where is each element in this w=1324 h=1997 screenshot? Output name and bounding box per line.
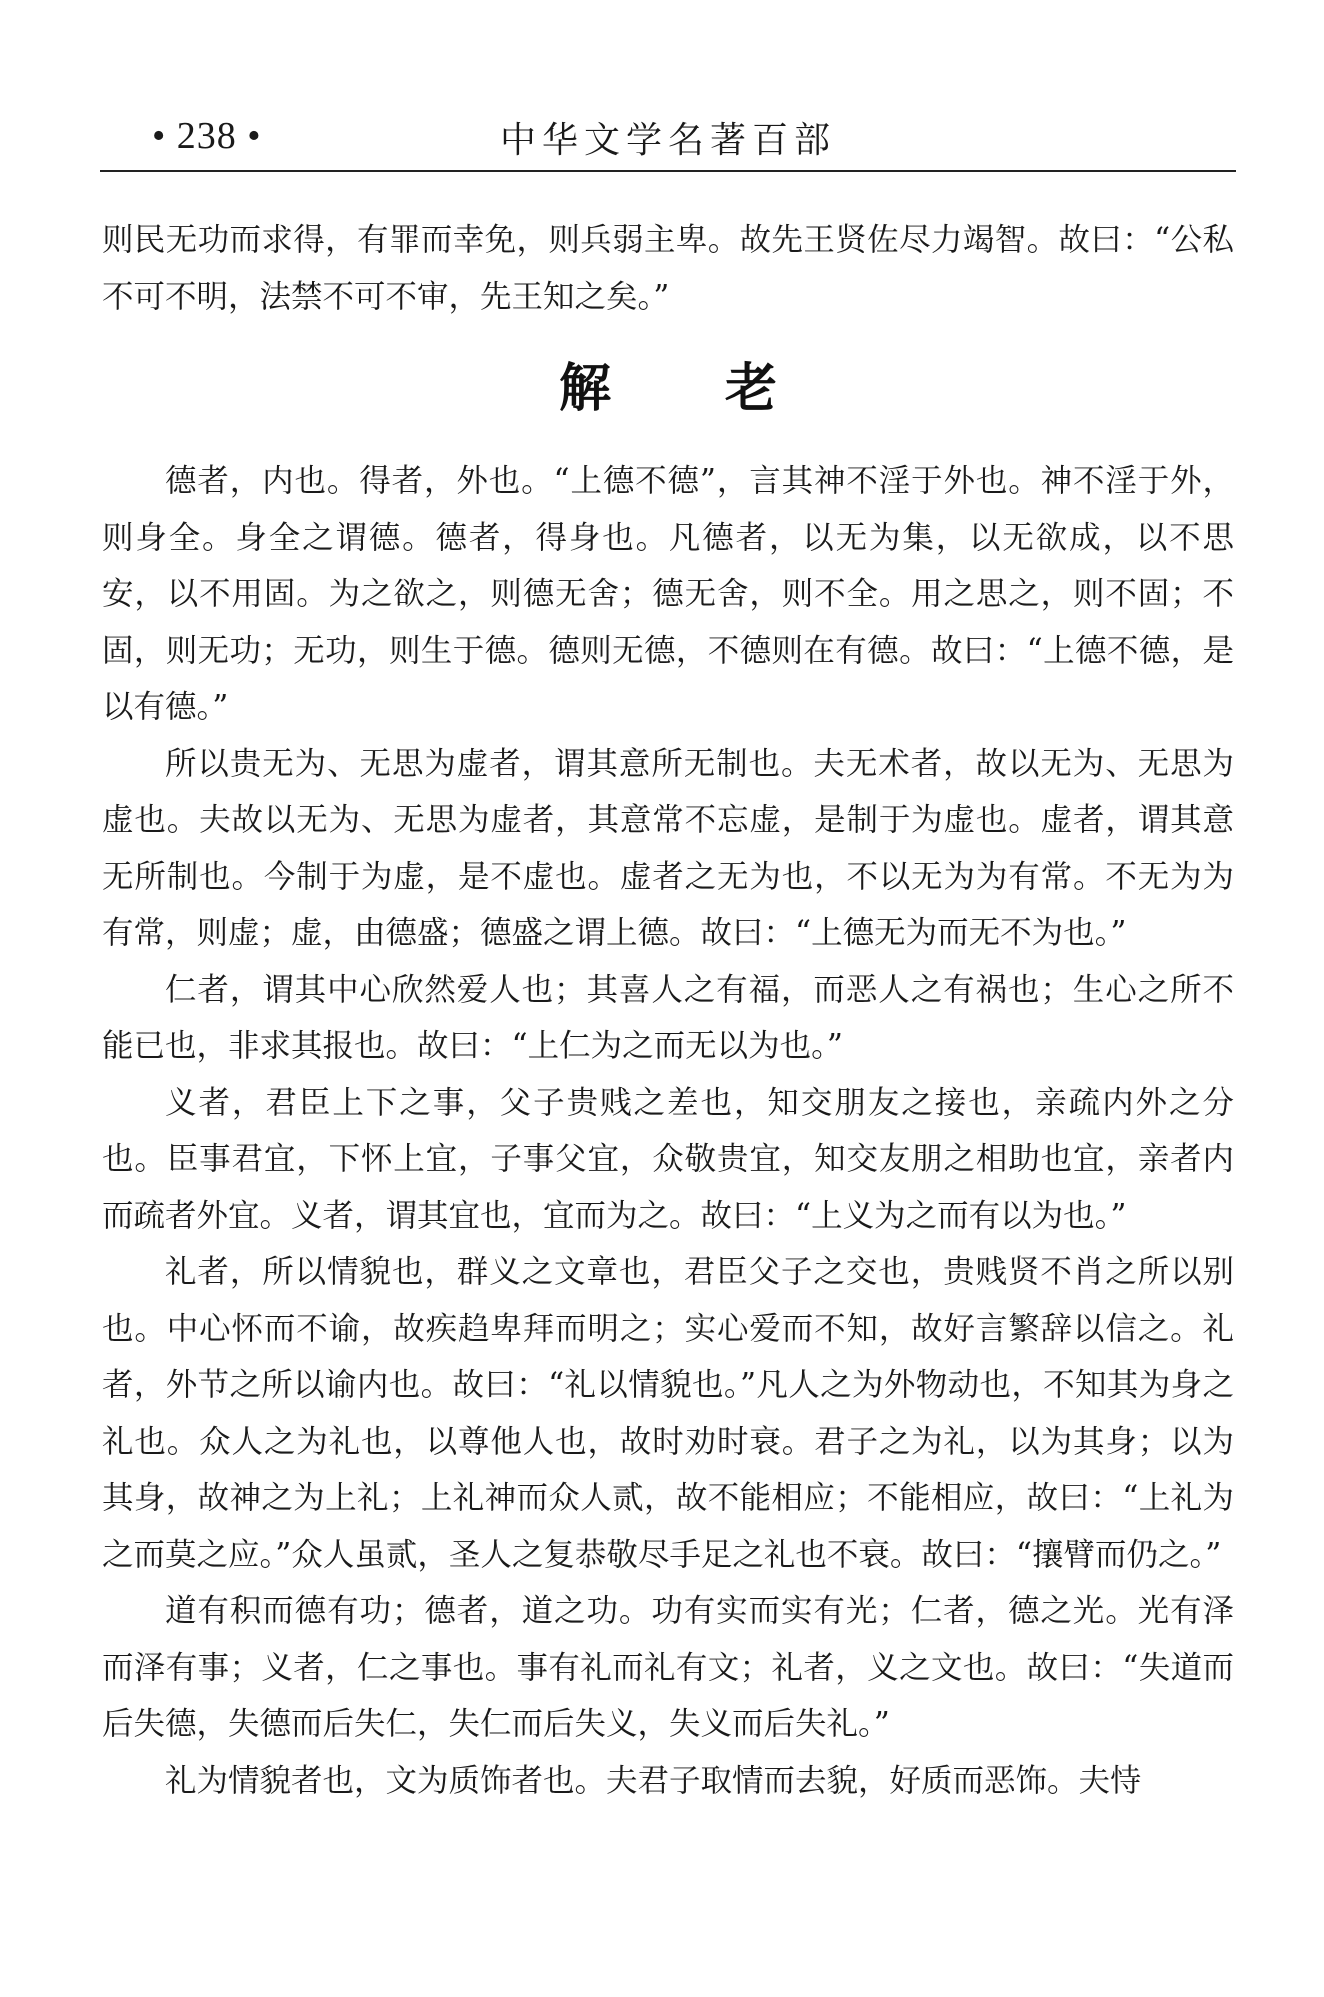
- page-header: [100, 108, 1236, 170]
- page-number: • 238 •: [152, 115, 262, 157]
- paragraph: 礼者，所以情貌也，群义之文章也，君臣父子之交也，贵贱贤不肖之所以别也。中心怀而不谕，故疾趋卑拜而明之；实心爱而不知，故好言繁辞以信之。礼者，外节之所以谕内也。故曰：“礼以情貌也。”凡人之为外物动也，不知其为身之礼也。众人之为礼也，以尊他人也，故时劝时衰。君子之为礼，以为其身；以为其身，故神之为上礼；上礼神而众人贰，故不能相应；不能相应，故曰：“上礼为之而莫之应。”众人虽贰，圣人之复恭敬尽手足之礼也不衰。故曰：“攘臂而仍之。”: [102, 1254, 1234, 1573]
- paragraph: 所以贵无为、无思为虚者，谓其意所无制也。夫无术者，故以无为、无思为虚也。夫故以无为、无思为虚者，其意常不忘虚，是制于为虚也。虚者，谓其意无所制也。今制于为虚，是不虚也。虚者之无为也，不以无为为有常。不无为为有常，则虚；虚，由德盛；德盛之谓上德。故曰：“上德无为而无不为也。”: [102, 745, 1234, 951]
- book-title: 中华文学名著百部: [499, 120, 836, 161]
- paragraph: 仁者，谓其中心欣然爱人也；其喜人之有福，而恶人之有祸也；生心之所不能已也，非求其报也。故曰：“上仁为之而无以为也。”: [102, 971, 1234, 1064]
- paragraph: 义者，君臣上下之事，父子贵贱之差也，知交朋友之接也，亲疏内外之分也。臣事君宜，下怀上宜，子事父宜，众敬贵宜，知交友朋之相助也宜，亲者内而疏者外宜。义者，谓其宜也，宜而为之。故曰：“上义为之而有以为也。”: [102, 1084, 1234, 1234]
- paragraph: 德者，内也。得者，外也。“上德不德”，言其神不淫于外也。神不淫于外，则身全。身全之谓德。德者，得身也。凡德者，以无为集，以无欲成，以不思安，以不用固。为之欲之，则德无舍；德无舍，则不全。用之思之，则不固；不固，则无功；无功，则生于德。德则无德，不德则在有德。故曰：“上德不德，是以有德。”: [102, 463, 1234, 725]
- header-rule: [100, 170, 1236, 172]
- section-title: 解 老: [558, 359, 826, 419]
- paragraph: 道有积而德有功；德者，道之功。功有实而实有光；仁者，德之光。光有泽而泽有事；义者，仁之事也。事有礼而礼有文；礼者，义之文也。故曰：“失道而后失德，失德而后失仁，失仁而后失义，失义而后失礼。”: [102, 1593, 1234, 1742]
- intro-paragraph: 则民无功而求得，有罪而幸免，则兵弱主卑。故先王贤佐尽力竭智。故曰：“公私不可不明，法禁不可不审，先王知之矣。”: [102, 222, 1234, 315]
- body-text: [102, 212, 1234, 1809]
- paragraph: 礼为情貌者也，文为质饰者也。夫君子取情而去貌，好质而恶饰。夫恃: [165, 1762, 1142, 1799]
